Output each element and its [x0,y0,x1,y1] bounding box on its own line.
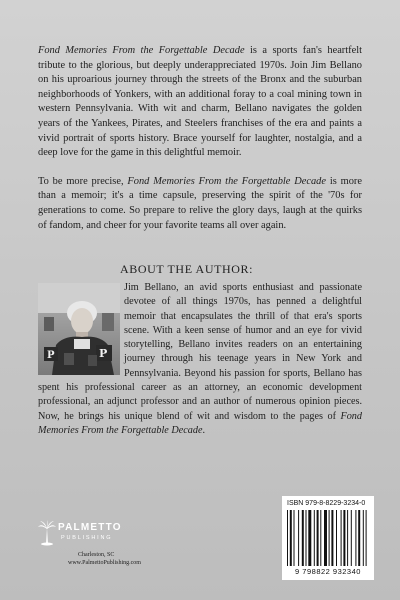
publisher-block [34,520,144,582]
barcode-bar [347,510,348,566]
book-blurb [38,44,362,233]
book-title: Fond Memories From the Forgettable Decade [38,45,245,56]
blurb-text: is more than a memoir; it's a time capsule, preserving the spirit of the '70s for generations to come. So prepare to relive the glory days, laugh at the quirks of fandom, and cheer for your favorite teams all over again. [38,175,362,231]
publisher-name: PALMETTO [58,522,122,533]
svg-text:P: P [47,350,55,361]
barcode-bar [343,510,345,566]
barcode-bar [317,510,319,566]
barcode-bar [314,510,315,566]
barcode-bar [287,510,288,566]
barcode-bar [355,510,356,566]
photo-spacer [38,281,124,377]
barcode-bar [363,510,364,566]
barcode-bar [331,510,333,566]
barcode-bar [351,510,352,566]
barcode-bar [306,510,307,566]
author-bio: Jim Bellano, an avid sports enthusiast and passionate devotee of all things 1970s, has penned a delightful memoir that encapsulates the thrill of that era's sports scene. With a keen sense of humor and an eye for vivid storytelling, Bellano invites readers on an entertaining journey through his teenage years in New York and Pennsylvania. Beyond his passion for sports, Bellano has spent his professional career as an attorney, an economic development professional, an adjunct professor and an author of numerous opinion pieces. Now, he brings his unique blend of wit and wisdom to the pages of [38,282,362,422]
about-author-text [38,281,362,438]
svg-text:P: P [99,347,108,360]
barcode-bar [290,510,292,566]
barcode-bar [294,510,295,566]
isbn-number: ISBN 979-8-8229-3234-0 [287,500,366,507]
barcode-digits: 9 798822 932340 [295,567,361,576]
blurb-text: is a sports fan's heartfelt tribute to the glorious, but deeply underappreciated 1970s. Join Jim Bellano on his uproarious journey through the streets of the Bronx and the suburban neighborhoods of Yonkers, with an additional foray to a coal mining town in western Pennsylvania. With wit and charm, Bellano navigates the golden years of the Yankees, Pirates, and Steelers franchises of the era and paints a vivid portrait of sports history. Brace yourself for laughter, nostalgia, and a deep love for the game in this delightful memoir. [38,45,362,159]
barcode-bar [366,510,367,566]
barcode-bar [320,510,321,566]
blurb-paragraph-1 [38,44,362,161]
book-title: Fond Memories From the Forgettable Decade [127,175,326,187]
palmetto-tree-icon [38,520,56,546]
publisher-subtitle: PUBLISHING [61,535,113,541]
barcode-bars [287,510,369,566]
barcode-bar [324,510,327,566]
barcode-bar [302,510,304,566]
barcode-bar [298,510,299,566]
publisher-url: www.PalmettoPublishing.com [68,560,141,566]
barcode-bar [341,510,342,566]
bio-end: . [202,424,206,436]
blurb-paragraph-2 [38,175,362,233]
publisher-city: Charleston, SC [78,552,115,558]
book-title: Fond Memories From the Forgettable Decade [38,410,362,436]
blurb-lead: To be more precise, [38,175,128,187]
barcode-bar [329,510,330,566]
barcode-bar [358,510,360,566]
about-author-heading: ABOUT THE AUTHOR: [120,262,254,276]
isbn-barcode [282,496,374,580]
barcode-bar [308,510,311,566]
barcode-bar [336,510,337,566]
